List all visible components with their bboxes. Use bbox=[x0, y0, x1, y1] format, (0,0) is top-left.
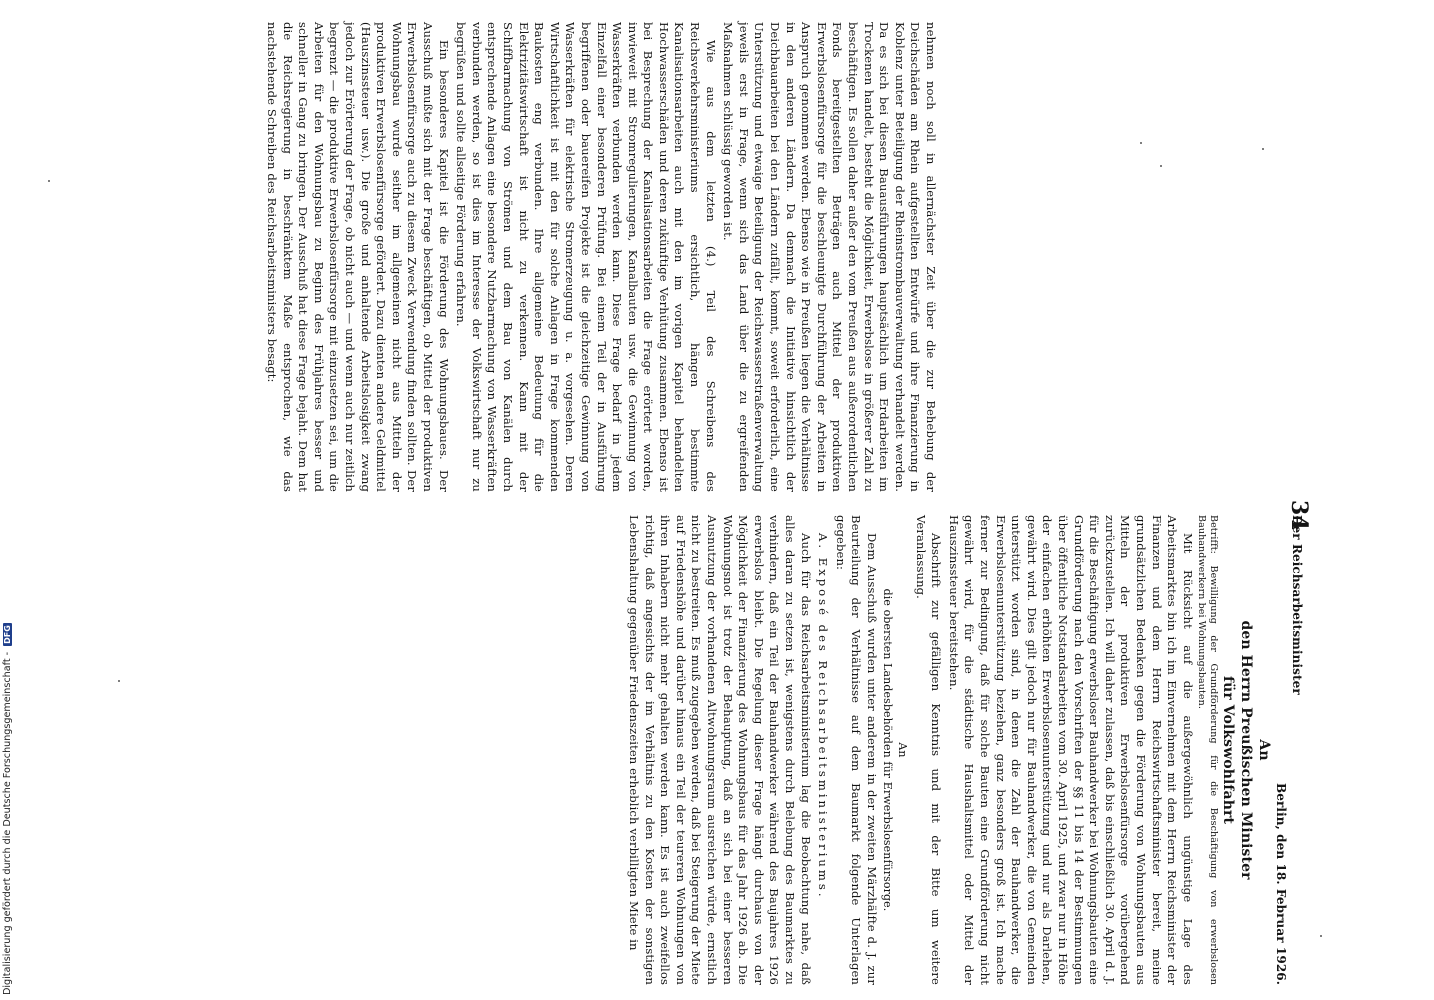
section-a-heading: A. Exposé des Reichsarbeitsministeriums. bbox=[816, 533, 831, 900]
scan-speck bbox=[1262, 148, 1264, 150]
left-paragraph-3: Ein besonderes Kapitel ist die Förderung des Wohnungsbaues. Der Ausschuß mußte sich mit der Frage beschäftigen, ob Mittel der produktiven Erwerbslosenfürsorge auch zu diesem Zweck Verwendung finden sollten. Der Wohnungsbau wurde seither im allgemeinen nicht aus Mitteln der produktiven Erwerbslosenfürsorge gefördert. Dazu dienten andere Geldmittel (Hauszinssteuer usw.). Die große und anhaltende Arbeitslosigkeit zwang jedoch zur Erörterung der Frage, ob nicht auch — und wenn auch nur zeitlich begrenzt — die produktive Erwerbslosenfürsorge mit einzusetzen sei, um die Arbeiten für den Wohnungsbau zu Beginn des Frühjahres besser und schneller in Gang zu bringen. Der Ausschuß hat diese Frage bejaht. Dem hat die Reichsregierung in beschränktem Maße entsprochen, wie das nachstehende Schreiben des Reichsarbeitsministers besagt: bbox=[265, 22, 451, 492]
credit-text: Digitalisierung gefördert durch die Deutsche Forschungsgemeinschaft - bbox=[2, 651, 13, 995]
addressee2-block bbox=[879, 515, 910, 985]
addressee-line: den Herrn Preußischen Minister bbox=[1237, 620, 1254, 880]
left-paragraph-2: Wie aus dem letzten (4.) Teil des Schreibens des Reichsverkehrsministeriums ersichtlich, hängen bestimmte Kanalisationsarbeiten auch mit den im vorigen Kapitel behandelten Hochwasserschäden und deren zukünftige Verhütung zusammen. Ebenso ist bei Besprechung der Kanalisationsarbeiten die Frage erörtert worden, inwieweit mit Stromregulierungen, Kanalbauten usw. die Gewinnung von Wasserkräften verbunden werden kann. Diese Frage bedarf in jedem Einzelfall einer besonderen Prüfung. Bei einem Teil der in Ausführung begriffenen oder bauereifen Projekte ist die gleichzeitige Gewinnung von Wasserkräften für elektrische Stromerzeugung u. a. vorgesehen. Deren Wirtschaftlichkeit ist mit den für solche Anlagen in Frage kommenden Baukosten eng verbunden. Ihre allgemeine Bedeutung für die Elektrizitätswirtschaft ist nicht zu verkennen. Kann mit der Schiffbarmachung von Strömen und dem Bau von Kanälen durch entsprechende Anlagen eine besondere Nutzbarmachung von Wasserkräften verbunden werden, so ist dies im Interesse der Volkswirtschaft nur zu begrüßen und sollte allseitige Förderung erfahren. bbox=[454, 22, 718, 492]
left-paragraph-1: nehmen noch soll in allernächster Zeit über die zur Behebung der Deichschäden am Rhein aufgestellten Entwürfe und ihre Finanzierung in Koblenz unter Beteiligung der Rheinstrombauverwaltung verhandelt werden. Da es sich bei diesen Bauausführungen hauptsächlich um Erdarbeiten im Trockenen handelt, besteht die Möglichkeit, Erwerbslose in größerer Zahl zu beschäftigen. Es sollen daher außer den vom Preußen aus außerordentlichen Fonds bereitgestellten Beträgen auch Mittel der produktiven Erwerbslosenfürsorge für die beschleunigte Durchführung der Arbeiten in Anspruch genommen werden. Ebenso wie in Preußen liegen die Verhältnisse in den anderen Ländern. Da demnach die Initiative hinsichtlich der Deichbauarbeiten bei den Ländern zufällt, kommt, soweit erforderlich, eine Unterstützung und etwaige Beteiligung der Reichswasserstraßenverwaltung jeweils erst in Frage, wenn sich das Land über die zu ergreifenden Maßnahmen schlüssig geworden ist. bbox=[721, 22, 938, 492]
section-a-paragraph: Auch für das Reichsarbeitsministerium lag die Beobachtung nahe, daß alles daran zu setzen ist, wenigstens durch Belebung des Baumarktes zu verhindern, daß ein Teil der Bauhandwerker während des Baujahres 1926 erwerbslos bleibt. Die Regelung dieser Frage hängt durchaus von der Möglichkeit der Finanzierung des Wohnungsbaus für das Jahr 1926 ab. Die Wohnungsnot ist trotz der Behauptung, daß an sich bei einer besseren Ausnutzung der vorhandenen Altwohnungsraum ausreichen würde, ernstlich nicht zu bestreiten. Es muß zugegeben werden, daß bei Steigerung der Miete auf Friedenshöhe und darüber hinaus ein Teil der teureren Wohnungen von ihren Inhabern nicht mehr gehalten werden kann. Es ist auch zweifellos richtig, daß angesichts der im Verhältnis zu den Kosten der sonstigen Lebenshaltung gegenüber Friedenszeiten erheblich verbilligten Miete in bbox=[627, 515, 813, 985]
scan-speck bbox=[48, 180, 50, 182]
left-column bbox=[261, 22, 938, 492]
subject-line bbox=[1195, 515, 1219, 985]
addressee-line: An bbox=[1255, 739, 1272, 761]
scan-speck bbox=[1160, 165, 1162, 167]
addressee-block bbox=[1219, 515, 1273, 985]
subject-text: Bewilligung der Grundförderung für die Beschäftigung von erwerbslosen Bauhandwerkern bei Wohnungsbauten. bbox=[1195, 515, 1219, 986]
addressee2-line: die obersten Landesbehörden für Erwerbslosenfürsorge. bbox=[880, 588, 894, 912]
letter-header: Der Reichsarbeitsminister bbox=[1290, 515, 1304, 695]
dateline: Berlin, den 18. Februar 1926. bbox=[1274, 783, 1289, 985]
dfg-logo: DFG bbox=[3, 625, 12, 644]
letter-paragraph: Mit Rücksicht auf die außergewöhnlich ungünstige Lage des Arbeitsmarktes bin ich im Einvernehmen mit dem Herrn Reichsminister der Finanzen und dem Herrn Reichswirtschaftsminister bereit, meine grundsätzlichen Bedenken gegen die Förderung von Wohnungsbauten aus Mitteln der produktiven Erwerbslosenfürsorge vorübergehend zurückzustellen. Ich will daher zulassen, daß bis einschließlich 30. April d. J. für die Beschäftigung erwerbsloser Bauhandwerker bei Wohnungsbauten eine Grundförderung nach den Vorschriften der §§ 11 bis 14 der Bestimmungen über öffentliche Notstandsarbeiten vom 30. April 1925, und zwar nur in Höhe der einfachen erhöhten Erwerbslosenunterstützung und nur als Darlehen, gewährt wird. Dies gilt jedoch nur für Bauhandwerker, die von Gemeinden unterstützt worden sind, in denen die Zahl der Bauhandwerker, die Erwerbslosenunterstützung beziehen, ganz besonders groß ist. Ich mache ferner zur Bedingung, daß für solche Bauten eine Grundförderung nicht gewährt wird, für die städtische Haushaltsmittel oder Mittel der Hauszinssteuer bereitstehen. bbox=[946, 515, 1195, 985]
subject-label: Betrifft: bbox=[1207, 515, 1219, 554]
scan-speck bbox=[1320, 935, 1322, 937]
page-number: 34 bbox=[1286, 500, 1312, 531]
addressee2-line: An bbox=[896, 742, 910, 758]
addressee-line: für Volkswohlfahrt bbox=[1219, 675, 1236, 825]
right-column bbox=[623, 515, 1304, 985]
digitization-credit bbox=[2, 623, 13, 995]
intro-paragraph: Dem Ausschuß wurden unter anderem in der zweiten Märzhälfte d. J. zur Beurteilung der Verhältnisse auf dem Baumarkt folgende Unterlagen gegeben: bbox=[833, 515, 879, 985]
scan-speck bbox=[1140, 142, 1142, 144]
scan-speck bbox=[118, 680, 120, 682]
closing-paragraph: Abschrift zur gefälligen Kenntnis und mit der Bitte um weitere Veranlassung. bbox=[913, 515, 944, 985]
